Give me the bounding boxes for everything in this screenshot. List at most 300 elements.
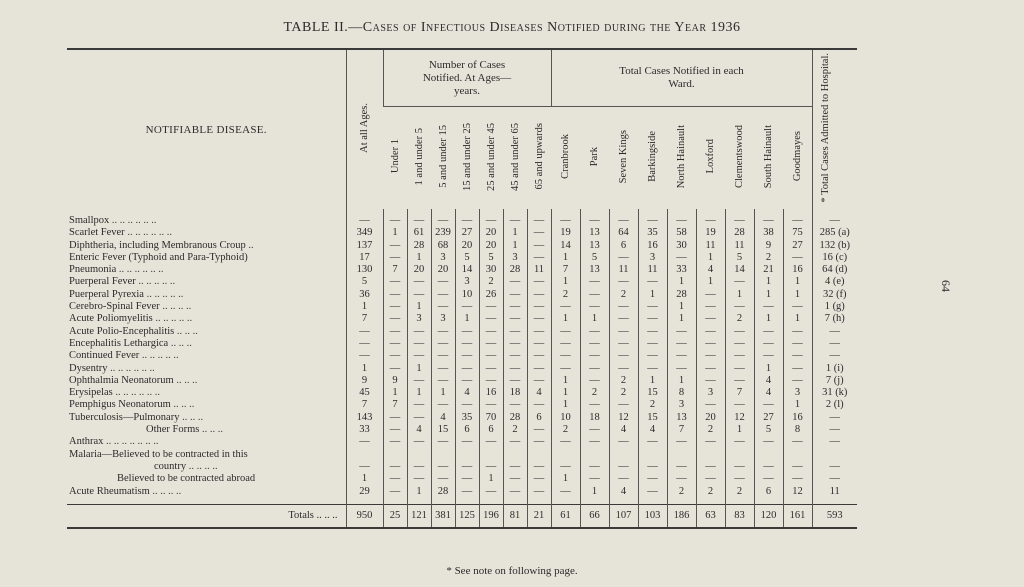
- table-cell: —: [696, 350, 725, 362]
- disease-name: Puerperal Fever .. .. .. .. ..: [69, 276, 176, 288]
- table-cell: —: [725, 209, 754, 227]
- table-cell: —: [455, 399, 479, 411]
- table-cell: 15: [638, 412, 667, 424]
- table-cell: 3: [431, 252, 455, 264]
- table-cell: 4: [609, 486, 638, 505]
- table-cell: —: [455, 326, 479, 338]
- table-cell: —: [812, 350, 857, 362]
- table-cell: 1: [783, 276, 812, 288]
- table-cell: 1: [407, 301, 431, 313]
- table-cell: 1: [754, 289, 783, 301]
- table-cell: —: [667, 473, 696, 485]
- table-cell: —: [609, 338, 638, 350]
- table-cell: 1: [580, 486, 609, 505]
- table-cell: 1: [551, 313, 580, 325]
- table-cell: —: [754, 436, 783, 448]
- table-cell: —: [455, 350, 479, 362]
- table-cell: —: [383, 424, 407, 436]
- total-cell: 81: [503, 504, 527, 528]
- table-cell: 18: [503, 387, 527, 399]
- table-cell: —: [407, 326, 431, 338]
- table-cell: 15: [638, 387, 667, 399]
- table-cell: 58: [667, 227, 696, 239]
- table-cell: 349: [346, 227, 383, 239]
- table-cell: 4 (e): [812, 276, 857, 288]
- table-cell: 7: [346, 313, 383, 325]
- age-column-header: Under 1: [383, 107, 407, 210]
- table-cell: 27: [783, 240, 812, 252]
- table-cell: 12: [609, 412, 638, 424]
- table-cell: 6: [479, 424, 503, 436]
- table-cell: —: [551, 436, 580, 448]
- table-cell: 26: [479, 289, 503, 301]
- disease-name: Dysentry .. .. .. .. .. ..: [69, 362, 155, 374]
- table-cell: —: [551, 338, 580, 350]
- table-cell: —: [503, 363, 527, 375]
- table-cell: —: [503, 473, 527, 485]
- table-cell: —: [696, 338, 725, 350]
- table-cell: [503, 449, 527, 461]
- table-cell: 4: [696, 264, 725, 276]
- table-cell: 3: [667, 399, 696, 411]
- disease-name: Smallpox .. .. .. .. .. ..: [69, 215, 157, 226]
- table-row: [67, 313, 857, 325]
- table-cell: —: [479, 363, 503, 375]
- table-cell: 16 (c): [812, 252, 857, 264]
- table-cell: —: [407, 276, 431, 288]
- table-cell: —: [580, 338, 609, 350]
- table-cell: 17: [346, 252, 383, 264]
- table-cell: 1: [551, 399, 580, 411]
- table-cell: —: [725, 375, 754, 387]
- table-cell: 3: [455, 276, 479, 288]
- disease-name: Cerebro-Spinal Fever .. .. .. ..: [69, 301, 192, 313]
- table-cell: 2: [609, 375, 638, 387]
- table-cell: —: [696, 399, 725, 411]
- table-cell: —: [431, 209, 455, 227]
- table-cell: —: [407, 289, 431, 301]
- table-cell: 3: [696, 387, 725, 399]
- table-cell: 32 (f): [812, 289, 857, 301]
- table-cell: —: [455, 473, 479, 485]
- table-cell: 1: [551, 252, 580, 264]
- table-cell: 11: [725, 240, 754, 252]
- table-cell: —: [479, 399, 503, 411]
- disease-column-header: NOTIFIABLE DISEASE.: [145, 123, 267, 136]
- table-cell: 1: [754, 313, 783, 325]
- table-cell: —: [580, 350, 609, 362]
- table-cell: 75: [783, 227, 812, 239]
- table-cell: —: [527, 252, 551, 264]
- table-cell: 1: [638, 375, 667, 387]
- table-cell: —: [580, 289, 609, 301]
- table-cell: 64 (d): [812, 264, 857, 276]
- table-cell: —: [383, 252, 407, 264]
- table-cell: 285 (a): [812, 227, 857, 239]
- table-cell: —: [609, 461, 638, 473]
- table-cell: 7: [383, 399, 407, 411]
- table-cell: —: [431, 436, 455, 448]
- table-cell: 2: [754, 252, 783, 264]
- table-cell: —: [383, 461, 407, 473]
- table-cell: 28: [725, 227, 754, 239]
- table-cell: —: [696, 289, 725, 301]
- table-cell: [725, 449, 754, 461]
- table-cell: —: [783, 301, 812, 313]
- table-cell: —: [696, 326, 725, 338]
- table-cell: [527, 449, 551, 461]
- table-cell: —: [609, 473, 638, 485]
- table-cell: 130: [346, 264, 383, 276]
- total-cell: 103: [638, 504, 667, 528]
- ward-column-header: Loxford: [696, 107, 725, 210]
- table-cell: —: [580, 473, 609, 485]
- table-cell: —: [580, 209, 609, 227]
- total-cell: 186: [667, 504, 696, 528]
- table-cell: —: [527, 338, 551, 350]
- table-cell: 7: [667, 424, 696, 436]
- table-cell: —: [609, 276, 638, 288]
- table-cell: —: [503, 461, 527, 473]
- table-cell: —: [479, 209, 503, 227]
- table-cell: 28: [503, 264, 527, 276]
- table-cell: —: [812, 461, 857, 473]
- table-cell: —: [383, 301, 407, 313]
- table-cell: —: [503, 209, 527, 227]
- table-row: [67, 424, 857, 436]
- table-cell: —: [503, 276, 527, 288]
- table-cell: 9: [754, 240, 783, 252]
- table-cell: —: [503, 375, 527, 387]
- table-cell: 20: [431, 264, 455, 276]
- table-cell: 15: [431, 424, 455, 436]
- table-cell: 20: [479, 227, 503, 239]
- total-cell: 63: [696, 504, 725, 528]
- total-cell: 121: [407, 504, 431, 528]
- table-cell: —: [754, 473, 783, 485]
- table-cell: —: [783, 252, 812, 264]
- table-cell: —: [609, 326, 638, 338]
- table-cell: —: [725, 363, 754, 375]
- table-cell: 1: [503, 240, 527, 252]
- table-cell: —: [551, 363, 580, 375]
- total-cell: 381: [431, 504, 455, 528]
- table-cell: [580, 449, 609, 461]
- table-cell: —: [725, 326, 754, 338]
- table-cell: —: [580, 276, 609, 288]
- table-cell: —: [638, 326, 667, 338]
- table-cell: —: [455, 486, 479, 505]
- table-cell: —: [346, 350, 383, 362]
- table-cell: —: [346, 209, 383, 227]
- age-column-header: 5 and under 15: [431, 107, 455, 210]
- table-cell: —: [527, 313, 551, 325]
- table-cell: 7: [551, 264, 580, 276]
- table-cell: —: [638, 301, 667, 313]
- table-cell: —: [431, 473, 455, 485]
- table-cell: 2: [609, 387, 638, 399]
- table-cell: 19: [696, 227, 725, 239]
- table-cell: 20: [479, 240, 503, 252]
- table-cell: 18: [580, 412, 609, 424]
- table-row: [67, 252, 857, 264]
- table-cell: —: [455, 338, 479, 350]
- table-cell: —: [503, 399, 527, 411]
- table-row: [67, 326, 857, 338]
- table-cell: —: [754, 350, 783, 362]
- table-cell: —: [527, 301, 551, 313]
- table-cell: 1: [346, 473, 383, 485]
- table-cell: —: [580, 326, 609, 338]
- table-cell: —: [455, 375, 479, 387]
- table-cell: 1: [346, 301, 383, 313]
- table-cell: —: [479, 375, 503, 387]
- table-cell: 16: [783, 264, 812, 276]
- table-row: [67, 387, 857, 399]
- table-cell: —: [431, 338, 455, 350]
- age-column-header: 1 and under 5: [407, 107, 431, 210]
- table-row: [67, 363, 857, 375]
- ward-column-header: Seven Kings: [609, 107, 638, 210]
- table-cell: —: [580, 375, 609, 387]
- table-cell: —: [551, 301, 580, 313]
- table-cell: —: [812, 338, 857, 350]
- table-cell: [754, 449, 783, 461]
- table-cell: —: [431, 350, 455, 362]
- table-cell: —: [551, 209, 580, 227]
- table-cell: 7 (h): [812, 313, 857, 325]
- disease-name: Encephalitis Lethargica .. .. ..: [69, 337, 192, 349]
- table-cell: 1: [783, 289, 812, 301]
- table-cell: 20: [455, 240, 479, 252]
- table-cell: —: [812, 412, 857, 424]
- disease-name: Acute Polio-Encephalitis .. .. ..: [69, 325, 198, 337]
- table-cell: 10: [455, 289, 479, 301]
- table-cell: [479, 449, 503, 461]
- table-cell: 12: [725, 412, 754, 424]
- table-cell: —: [383, 486, 407, 505]
- table-cell: 70: [479, 412, 503, 424]
- table-cell: —: [527, 473, 551, 485]
- table-cell: 13: [580, 240, 609, 252]
- table-cell: —: [383, 326, 407, 338]
- table-cell: —: [609, 209, 638, 227]
- table-cell: —: [783, 473, 812, 485]
- table-cell: —: [407, 338, 431, 350]
- table-title: [0, 20, 1024, 36]
- table-cell: —: [407, 473, 431, 485]
- table-cell: —: [503, 486, 527, 505]
- table-cell: —: [638, 486, 667, 505]
- table-cell: 2: [696, 424, 725, 436]
- table-cell: 1: [696, 276, 725, 288]
- total-cell: 107: [609, 504, 638, 528]
- table-cell: 11: [527, 264, 551, 276]
- table-cell: —: [503, 301, 527, 313]
- ward-column-header: North Hainault: [667, 107, 696, 210]
- table-cell: 3: [431, 313, 455, 325]
- table-cell: —: [725, 301, 754, 313]
- table-cell: 7 (j): [812, 375, 857, 387]
- table-cell: —: [754, 301, 783, 313]
- table-cell: 21: [754, 264, 783, 276]
- table-cell: —: [431, 301, 455, 313]
- table-cell: 11: [812, 486, 857, 505]
- table-cell: —: [783, 209, 812, 227]
- table-cell: —: [783, 461, 812, 473]
- table-cell: [696, 449, 725, 461]
- table-cell: 45: [346, 387, 383, 399]
- table-cell: —: [407, 350, 431, 362]
- table-cell: 1: [783, 313, 812, 325]
- table-cell: —: [503, 313, 527, 325]
- table-cell: —: [754, 326, 783, 338]
- table-cell: 19: [551, 227, 580, 239]
- table-cell: —: [667, 252, 696, 264]
- table-cell: —: [503, 289, 527, 301]
- table-row: [67, 264, 857, 276]
- table-cell: —: [346, 461, 383, 473]
- table-cell: —: [479, 436, 503, 448]
- table-cell: 4: [754, 375, 783, 387]
- table-cell: —: [383, 209, 407, 227]
- table-cell: —: [812, 326, 857, 338]
- table-cell: —: [431, 363, 455, 375]
- table-cell: —: [696, 375, 725, 387]
- disease-name: Acute Rheumatism .. .. .. ..: [69, 485, 182, 497]
- table-cell: 4: [455, 387, 479, 399]
- table-cell: 4: [609, 424, 638, 436]
- table-cell: —: [609, 363, 638, 375]
- ward-column-header: Barkingside: [638, 107, 667, 210]
- table-row: [67, 276, 857, 288]
- table-cell: —: [812, 473, 857, 485]
- table-cell: —: [580, 301, 609, 313]
- table-cell: 11: [638, 264, 667, 276]
- table-cell: —: [383, 363, 407, 375]
- table-cell: [383, 449, 407, 461]
- table-cell: 3: [783, 387, 812, 399]
- table-cell: 1: [407, 363, 431, 375]
- table-cell: —: [609, 313, 638, 325]
- table-cell: 4: [527, 387, 551, 399]
- disease-name: Enteric Fever (Typhoid and Para-Typhoid): [69, 251, 248, 263]
- table-row: [67, 375, 857, 387]
- table-cell: 1: [638, 289, 667, 301]
- table-cell: —: [725, 461, 754, 473]
- table-cell: [638, 449, 667, 461]
- table-cell: 239: [431, 227, 455, 239]
- total-cell: 61: [551, 504, 580, 528]
- table-cell: 1: [346, 363, 383, 375]
- table-cell: —: [812, 436, 857, 448]
- table-cell: —: [479, 350, 503, 362]
- disease-name: Malaria—Believed to be contracted in this: [69, 448, 248, 460]
- disease-name: Scarlet Fever .. .. .. .. .. ..: [69, 227, 172, 239]
- table-row: [67, 461, 857, 473]
- table-cell: —: [479, 301, 503, 313]
- disease-name: Continued Fever .. .. .. .. ..: [69, 350, 179, 362]
- table-cell: [407, 449, 431, 461]
- table-cell: 1: [696, 252, 725, 264]
- table-cell: —: [527, 486, 551, 505]
- table-cell: 36: [346, 289, 383, 301]
- table-cell: —: [527, 363, 551, 375]
- table-cell: 3: [503, 252, 527, 264]
- table-cell: —: [638, 209, 667, 227]
- table-cell: 64: [609, 227, 638, 239]
- table-cell: —: [638, 473, 667, 485]
- ward-column-header: Goodmayes: [783, 107, 812, 210]
- table-cell: 7: [725, 387, 754, 399]
- diseases-table: [67, 48, 857, 529]
- total-cell: 161: [783, 504, 812, 528]
- table-cell: —: [383, 313, 407, 325]
- table-cell: 5: [580, 252, 609, 264]
- table-cell: —: [479, 326, 503, 338]
- table-row: [67, 240, 857, 252]
- table-cell: 2: [609, 289, 638, 301]
- total-cell: 83: [725, 504, 754, 528]
- table-cell: 5: [346, 276, 383, 288]
- table-cell: —: [479, 338, 503, 350]
- table-cell: —: [783, 350, 812, 362]
- table-cell: —: [383, 276, 407, 288]
- table-row: [67, 399, 857, 411]
- total-cell: 196: [479, 504, 503, 528]
- table-cell: 29: [346, 486, 383, 505]
- table-row: [67, 209, 857, 227]
- table-cell: —: [725, 338, 754, 350]
- table-cell: —: [407, 209, 431, 227]
- age-column-header: 15 and under 25: [455, 107, 479, 210]
- table-cell: —: [754, 338, 783, 350]
- table-cell: —: [696, 313, 725, 325]
- table-cell: —: [527, 375, 551, 387]
- total-cell: 593: [812, 504, 857, 528]
- table-cell: —: [725, 350, 754, 362]
- table-cell: —: [383, 338, 407, 350]
- table-cell: 27: [754, 412, 783, 424]
- table-cell: —: [407, 375, 431, 387]
- table-cell: 5: [725, 252, 754, 264]
- table-cell: —: [696, 209, 725, 227]
- disease-name: Acute Poliomyelitis .. .. .. .. ..: [69, 313, 193, 325]
- totals-row: [67, 504, 857, 528]
- table-cell: 1: [407, 387, 431, 399]
- table-cell: —: [407, 412, 431, 424]
- table-cell: —: [503, 338, 527, 350]
- table-cell: —: [455, 461, 479, 473]
- table-cell: —: [383, 436, 407, 448]
- table-row: [67, 436, 857, 448]
- table-cell: —: [667, 363, 696, 375]
- table-cell: —: [455, 301, 479, 313]
- table-cell: 13: [667, 412, 696, 424]
- table-row: [67, 473, 857, 485]
- table-cell: [431, 449, 455, 461]
- table-cell: 10: [551, 412, 580, 424]
- table-cell: —: [551, 326, 580, 338]
- table-row: [67, 412, 857, 424]
- table-cell: 6: [754, 486, 783, 505]
- table-cell: —: [609, 252, 638, 264]
- table-cell: 1: [407, 252, 431, 264]
- table-cell: —: [346, 436, 383, 448]
- total-cell: 125: [455, 504, 479, 528]
- table-cell: —: [431, 375, 455, 387]
- table-cell: —: [580, 436, 609, 448]
